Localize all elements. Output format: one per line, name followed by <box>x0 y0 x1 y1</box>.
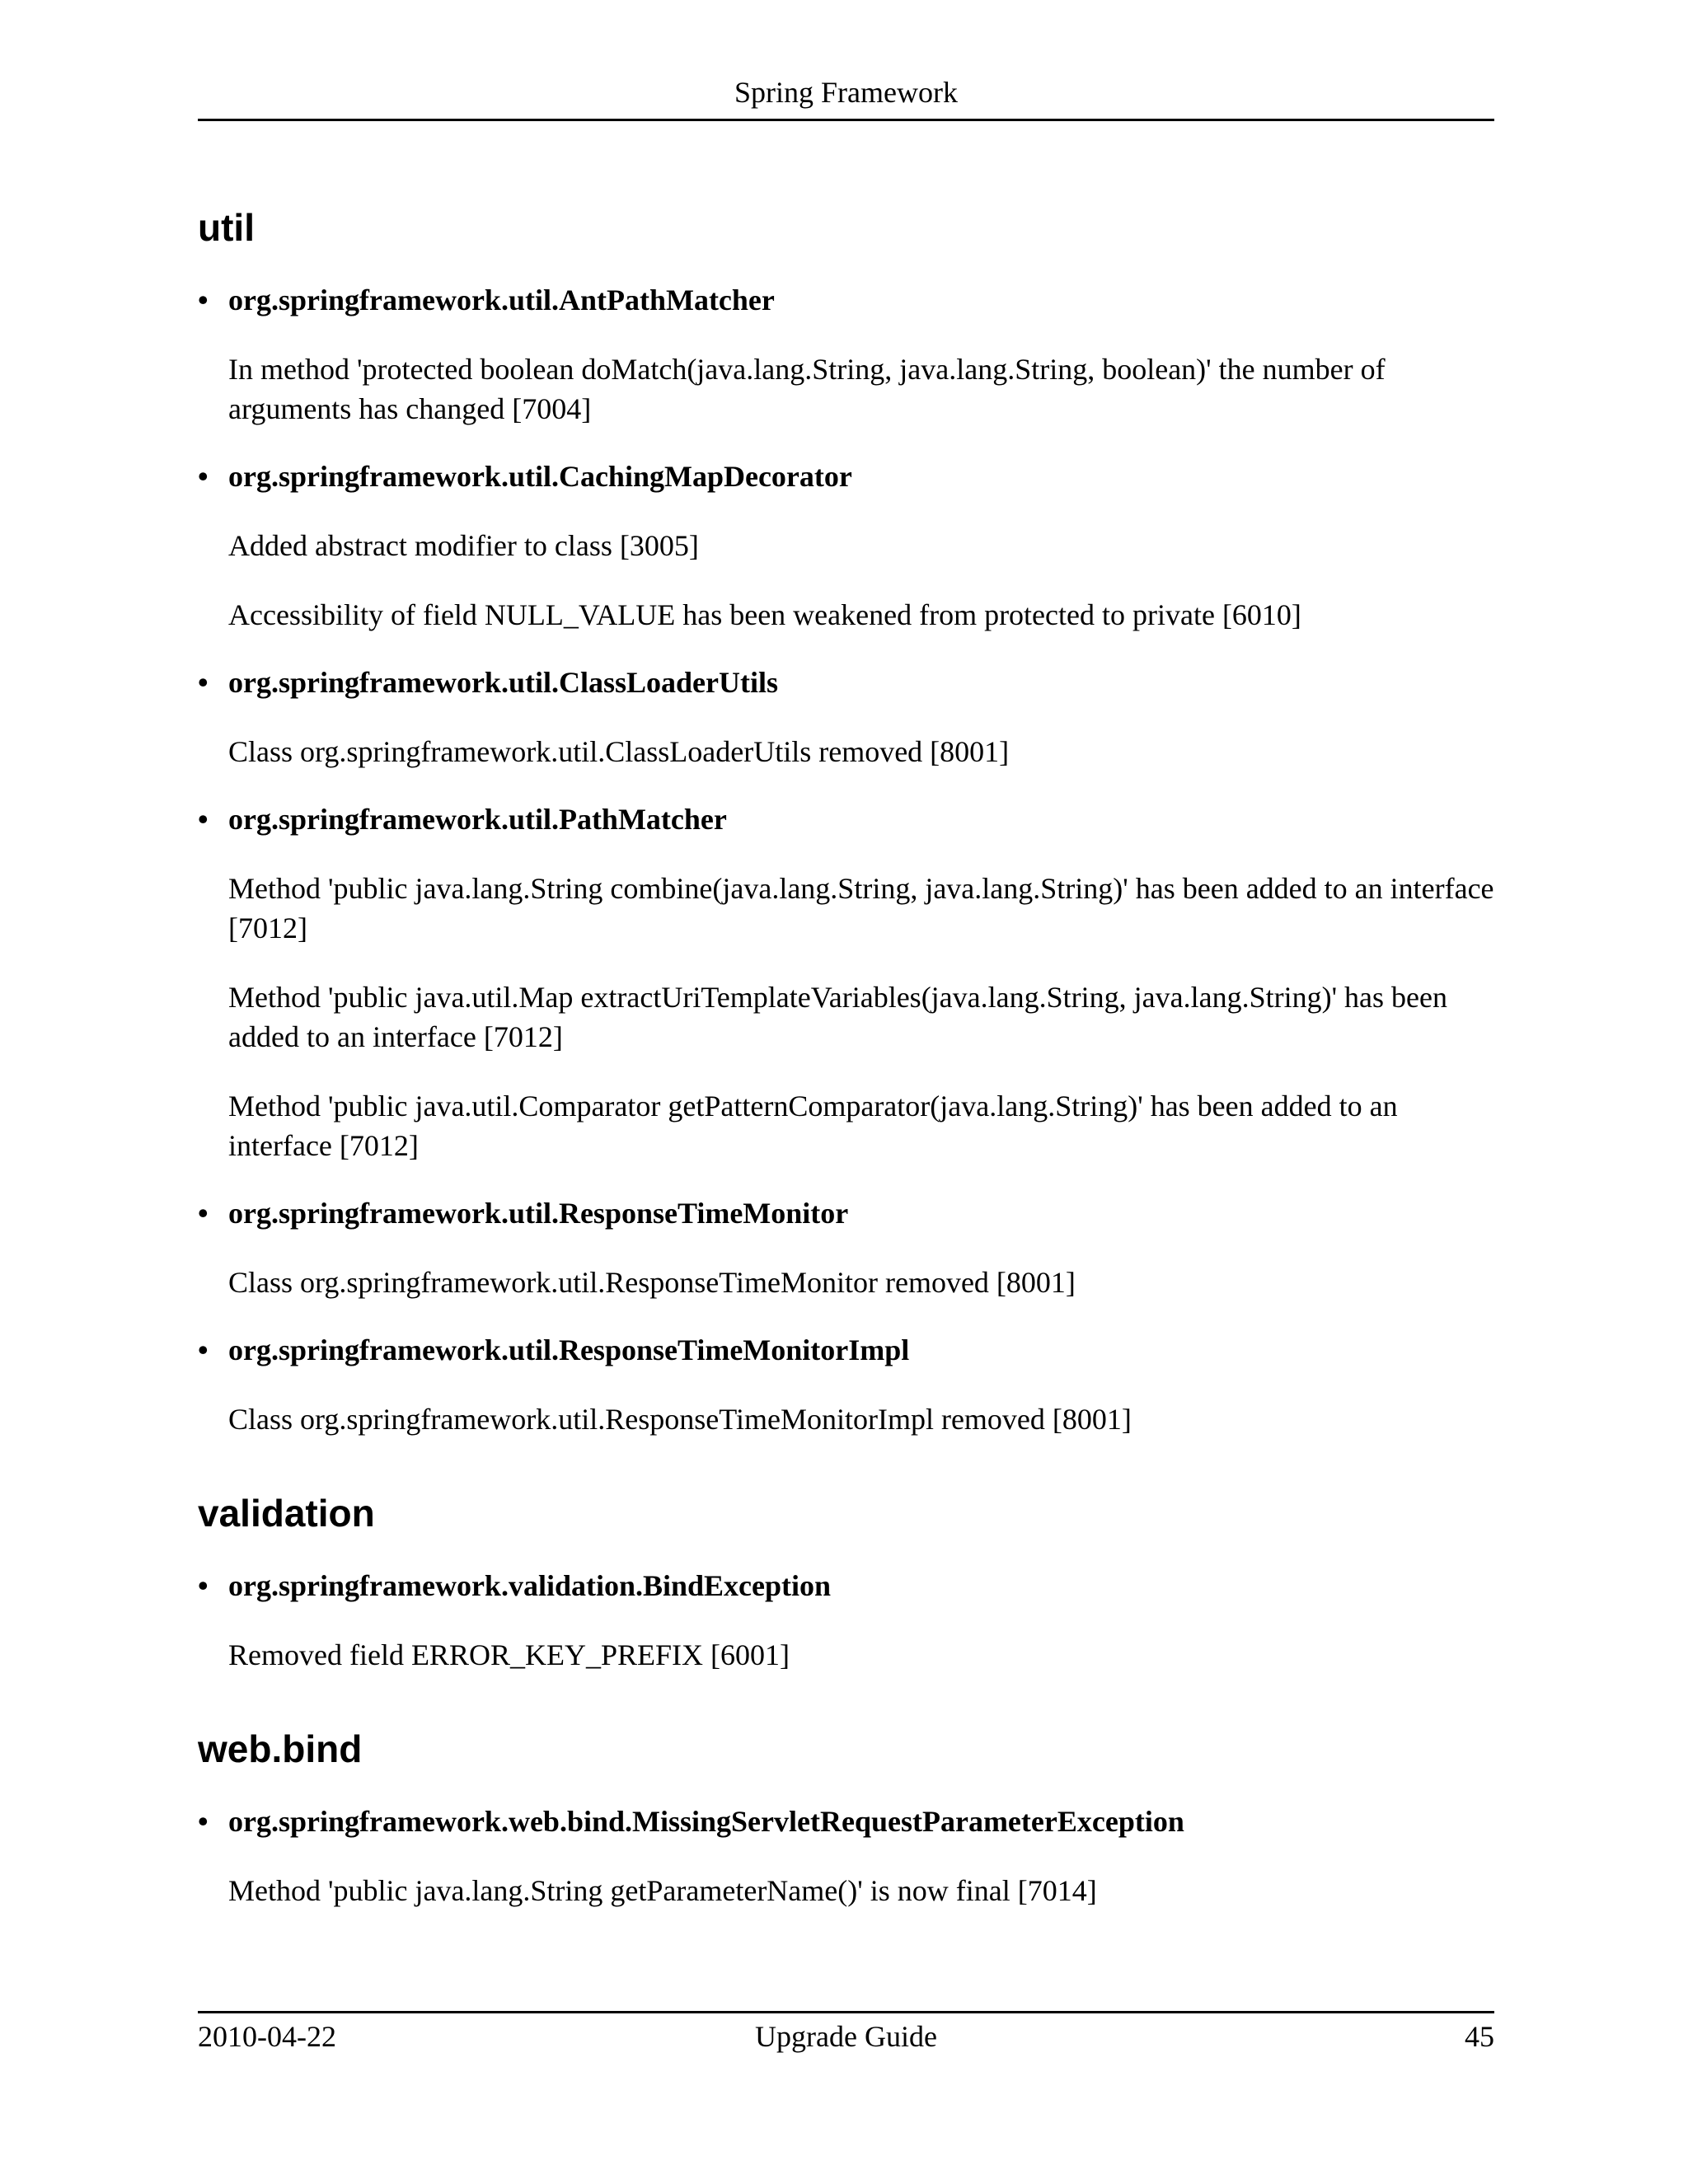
list-item <box>198 280 1494 429</box>
change-note: Removed field ERROR_KEY_PREFIX [6001] <box>228 1638 790 1671</box>
list-item <box>198 663 1494 771</box>
bullet: • <box>198 1569 209 1602</box>
bullet: • <box>198 1197 209 1230</box>
section-web-bind <box>198 1724 1494 1910</box>
bullet: • <box>198 1805 209 1838</box>
change-note: Class org.springframework.util.ClassLoaderUtils removed [8001] <box>228 735 1010 768</box>
change-note: Class org.springframework.util.ResponseTimeMonitor removed [8001] <box>228 1266 1076 1299</box>
list-item <box>198 1802 1494 1910</box>
section-heading: web.bind <box>198 1727 363 1770</box>
class-name: org.springframework.web.bind.MissingServletRequestParameterException <box>228 1805 1184 1838</box>
section-util <box>198 203 1494 1439</box>
bullet: • <box>198 666 209 699</box>
class-name: org.springframework.util.PathMatcher <box>228 803 727 836</box>
class-name: org.springframework.util.ResponseTimeMonitorImpl <box>228 1333 910 1366</box>
list-item <box>198 1330 1494 1439</box>
footer-title: Upgrade Guide <box>755 2020 937 2053</box>
class-name: org.springframework.validation.BindException <box>228 1569 832 1602</box>
change-note: Added abstract modifier to class [3005] <box>228 529 699 562</box>
header-title: Spring Framework <box>734 76 958 109</box>
page-content <box>198 203 1494 1910</box>
section-validation <box>198 1488 1494 1675</box>
footer-date: 2010-04-22 <box>198 2020 336 2053</box>
change-note: Method 'public java.util.Map extractUriTemplateVariables(java.lang.String, java.lang.String)' has been added to an interface [7012] <box>228 981 1448 1053</box>
page-number: 45 <box>1465 2020 1494 2053</box>
bullet: • <box>198 284 209 316</box>
section-heading: validation <box>198 1492 375 1535</box>
bullet: • <box>198 803 209 836</box>
section-heading: util <box>198 206 255 249</box>
class-name: org.springframework.util.CachingMapDecorator <box>228 460 852 493</box>
class-name: org.springframework.util.ClassLoaderUtils <box>228 666 778 699</box>
list-item <box>198 799 1494 1165</box>
list-item <box>198 1193 1494 1302</box>
bullet: • <box>198 1333 209 1366</box>
change-note: Method 'public java.util.Comparator getPatternComparator(java.lang.String)' has been added to an interface [7012] <box>228 1090 1398 1162</box>
change-note: Class org.springframework.util.ResponseTimeMonitorImpl removed [8001] <box>228 1403 1132 1436</box>
change-note: In method 'protected boolean doMatch(java.lang.String, java.lang.String, boolean)' the number of arguments has changed [7004] <box>228 353 1386 425</box>
bullet: • <box>198 460 209 493</box>
class-name: org.springframework.util.AntPathMatcher <box>228 284 775 316</box>
list-item <box>198 457 1494 635</box>
running-footer <box>198 2011 1494 2063</box>
change-note: Accessibility of field NULL_VALUE has been weakened from protected to private [6010] <box>228 598 1301 631</box>
change-note: Method 'public java.lang.String combine(java.lang.String, java.lang.String)' has been added to an interface [7012] <box>228 872 1494 944</box>
change-note: Method 'public java.lang.String getParameterName()' is now final [7014] <box>228 1874 1097 1907</box>
list-item <box>198 1566 1494 1675</box>
class-name: org.springframework.util.ResponseTimeMonitor <box>228 1197 849 1230</box>
running-header <box>198 74 1494 121</box>
